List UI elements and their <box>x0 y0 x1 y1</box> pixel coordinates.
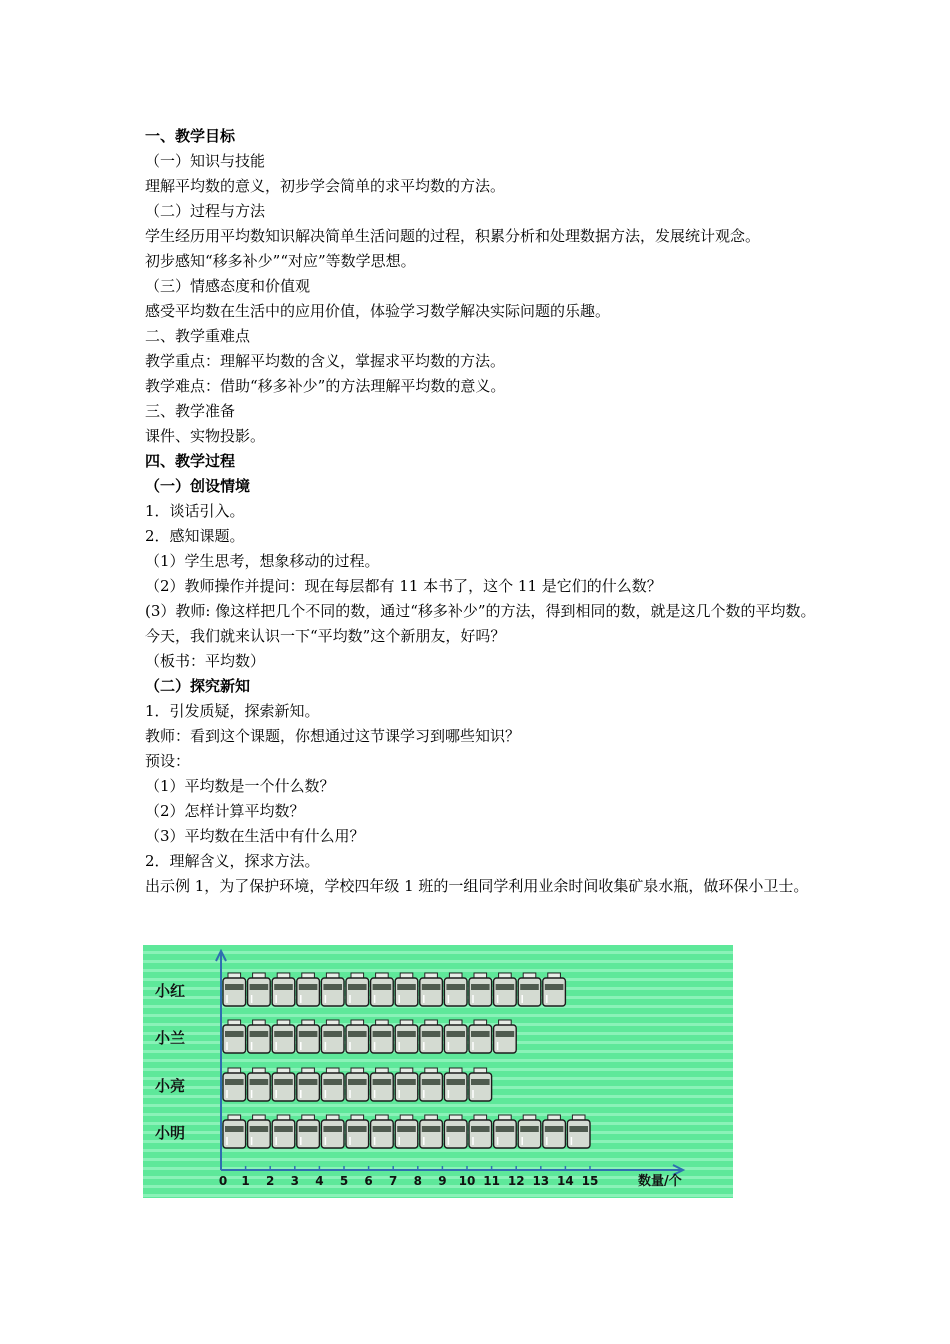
bottle-label-band <box>422 984 441 990</box>
bottle-label-band <box>250 1126 269 1132</box>
background-stripe <box>143 969 733 972</box>
bottle-cap <box>253 1115 266 1120</box>
bottle-label-band <box>225 1126 244 1132</box>
bottle-label-band <box>274 1031 293 1037</box>
background-stripe <box>143 1158 733 1161</box>
bottle-chart-svg <box>143 945 733 1198</box>
bottle-label-band <box>446 1031 465 1037</box>
bottle-cap <box>425 1020 438 1025</box>
background-stripe <box>143 1014 733 1017</box>
x-tick-label: 15 <box>581 1174 599 1188</box>
bottle-label-band <box>274 1079 293 1085</box>
text-line: 2．理解含义，探求方法。 <box>145 852 320 870</box>
bottle-label-band <box>323 984 342 990</box>
bottle-cap <box>449 1020 462 1025</box>
bottle-label-band <box>397 1126 416 1132</box>
bottle-cap <box>548 1115 561 1120</box>
bottle-cap <box>253 1020 266 1025</box>
text-line: 理解平均数的意义，初步学会简单的求平均数的方法。 <box>145 177 506 195</box>
bottle-cap <box>474 1115 487 1120</box>
bottle-label-band <box>373 1031 392 1037</box>
bottle-cap <box>400 973 413 978</box>
bottle-label-band <box>520 1126 539 1132</box>
bottle-label-band <box>471 1031 490 1037</box>
bottle-cap <box>474 1020 487 1025</box>
text-line: 感受平均数在生活中的应用价值，体验学习数学解决实际问题的乐趣。 <box>145 302 611 320</box>
text-line: 1．谈话引入。 <box>145 502 245 520</box>
text-line: 初步感知“移多补少”“对应”等数学思想。 <box>145 252 416 270</box>
bottle-cap <box>548 973 561 978</box>
x-tick-label: 6 <box>364 1174 373 1188</box>
bottle-label-band <box>397 1079 416 1085</box>
bottle-cap <box>228 1020 241 1025</box>
text-line: 三、教学准备 <box>145 402 236 420</box>
text-line: （1）学生思考，想象移动的过程。 <box>145 552 380 570</box>
bottle-label-band <box>545 1126 564 1132</box>
bottle-cap <box>425 1115 438 1120</box>
x-tick-label: 11 <box>483 1174 500 1188</box>
text-line: （3）平均数在生活中有什么用？ <box>145 827 365 845</box>
text-line: （一）知识与技能 <box>145 152 266 170</box>
bottle-label-band <box>520 984 539 990</box>
bottle-label-band <box>373 1079 392 1085</box>
bottle-cap <box>228 973 241 978</box>
bottle-label-band <box>397 984 416 990</box>
x-tick-label: 0 <box>218 1174 228 1188</box>
bottle-label-band <box>471 1079 490 1085</box>
bottle-label-band <box>496 1126 515 1132</box>
heading-line: 一、教学目标 <box>145 127 236 145</box>
bottle-cap <box>523 973 536 978</box>
bottle-label-band <box>323 1031 342 1037</box>
bottle-label-band <box>274 984 293 990</box>
bottle-chart <box>143 945 733 1198</box>
bottle-cap <box>376 1115 389 1120</box>
x-tick-label: 5 <box>339 1174 349 1188</box>
bottle-label-band <box>373 984 392 990</box>
category-label: 小红 <box>155 982 186 1000</box>
bottle-cap <box>474 973 487 978</box>
text-line: （板书：平均数） <box>145 652 266 670</box>
category-label: 小亮 <box>155 1077 186 1095</box>
text-line: 教学重点：理解平均数的含义，掌握求平均数的方法。 <box>145 352 506 370</box>
x-tick-label: 10 <box>458 1174 476 1188</box>
bottle-cap <box>499 973 512 978</box>
bottle-label-band <box>225 1079 244 1085</box>
bottle-label-band <box>299 984 318 990</box>
bottle-label-band <box>348 1126 367 1132</box>
bottle-label-band <box>348 1031 367 1037</box>
bottle-label-band <box>471 984 490 990</box>
bottle-label-band <box>422 1079 441 1085</box>
x-tick-label: 7 <box>389 1174 398 1188</box>
heading-line: 四、教学过程 <box>145 452 236 470</box>
bottle-label-band <box>348 984 367 990</box>
bottle-label-band <box>323 1126 342 1132</box>
bottle-cap <box>351 1115 364 1120</box>
x-tick-label: 8 <box>413 1174 422 1188</box>
bottle-label-band <box>373 1126 392 1132</box>
bottle-cap <box>326 973 339 978</box>
bottle-cap <box>376 1020 389 1025</box>
x-axis-label: 数量/个 <box>638 1174 682 1189</box>
bottle-label-band <box>446 1079 465 1085</box>
bottle-label-band <box>323 1079 342 1085</box>
x-tick-label: 2 <box>266 1174 275 1188</box>
text-line: 课件、实物投影。 <box>145 427 266 445</box>
background-stripe <box>143 1104 733 1107</box>
x-tick-label: 14 <box>557 1174 574 1188</box>
background-stripe <box>143 1059 733 1062</box>
bottle-cap <box>326 1020 339 1025</box>
x-tick-label: 4 <box>315 1174 324 1188</box>
bottle-cap <box>499 1020 512 1025</box>
bottle-cap <box>425 1068 438 1073</box>
x-tick-label: 1 <box>241 1174 250 1188</box>
bottle-label-band <box>496 984 515 990</box>
bottle-label-band <box>225 984 244 990</box>
bottle-cap <box>277 973 290 978</box>
bottle-label-band <box>446 1126 465 1132</box>
bottle-label-band <box>446 984 465 990</box>
bottle-label-band <box>397 1031 416 1037</box>
bottle-cap <box>228 1115 241 1120</box>
bottle-label-band <box>274 1126 293 1132</box>
bottle-label-band <box>299 1079 318 1085</box>
bottle-label-band <box>496 1031 515 1037</box>
bottle-cap <box>351 1068 364 1073</box>
document-body <box>145 124 825 899</box>
x-tick-label: 13 <box>532 1174 550 1188</box>
bottle-cap <box>572 1115 585 1120</box>
bottle-cap <box>326 1115 339 1120</box>
bottle-cap <box>499 1115 512 1120</box>
bottle-label-band <box>225 1031 244 1037</box>
bottle-cap <box>302 1115 315 1120</box>
bottle-cap <box>277 1115 290 1120</box>
bottle-cap <box>474 1068 487 1073</box>
bottle-cap <box>523 1115 536 1120</box>
bottle-cap <box>449 1068 462 1073</box>
text-line: （2）教师操作并提问：现在每层都有 11 本书了，这个 11 是它们的什么数？ <box>145 577 662 595</box>
bottle-label-band <box>471 1126 490 1132</box>
text-line: (3）教师: 像这样把几个不同的数，通过“移多补少”的方法，得到相同的数，就是这几个数的平均数。 <box>145 602 816 620</box>
category-label: 小兰 <box>155 1029 186 1047</box>
bottle-cap <box>302 973 315 978</box>
bottle-cap <box>400 1020 413 1025</box>
bottle-label-band <box>348 1079 367 1085</box>
bottle-cap <box>376 973 389 978</box>
background-stripe <box>143 1194 733 1197</box>
x-tick-label: 9 <box>438 1174 447 1188</box>
bottle-label-band <box>250 984 269 990</box>
x-tick-label: 3 <box>290 1174 299 1188</box>
bottle-cap <box>400 1068 413 1073</box>
bottle-cap <box>449 973 462 978</box>
text-line: （二）过程与方法 <box>145 202 266 220</box>
bottle-label-band <box>250 1031 269 1037</box>
bottle-label-band <box>250 1079 269 1085</box>
bottle-label-band <box>299 1126 318 1132</box>
text-line: 教师：看到这个课题，你想通过这节课学习到哪些知识？ <box>145 727 521 745</box>
bottle-cap <box>228 1068 241 1073</box>
bottle-label-band <box>545 984 564 990</box>
heading-line: （一）创设情境 <box>145 477 251 495</box>
text-line: （三）情感态度和价值观 <box>145 277 311 295</box>
bottle-cap <box>376 1068 389 1073</box>
bottle-cap <box>302 1020 315 1025</box>
text-line: 二、教学重难点 <box>145 327 251 345</box>
bottle-cap <box>449 1115 462 1120</box>
text-line: 2．感知课题。 <box>145 527 245 545</box>
bottle-cap <box>400 1115 413 1120</box>
text-line: 1．引发质疑，探索新知。 <box>145 702 320 720</box>
bottle-cap <box>326 1068 339 1073</box>
bottle-cap <box>277 1068 290 1073</box>
bottle-cap <box>277 1020 290 1025</box>
background-stripe <box>143 960 733 963</box>
text-line: （1）平均数是一个什么数？ <box>145 777 335 795</box>
text-line: 预设： <box>145 752 191 770</box>
x-tick-label: 12 <box>507 1174 525 1188</box>
text-line: 出示例 1，为了保护环境，学校四年级 1 班的一组同学利用业余时间收集矿泉水瓶，做环保小卫士。 <box>145 877 809 895</box>
bottle-label-band <box>569 1126 588 1132</box>
bottle-label-band <box>299 1031 318 1037</box>
bottle-cap <box>425 973 438 978</box>
text-line: （2）怎样计算平均数？ <box>145 802 305 820</box>
background-stripe <box>143 1149 733 1152</box>
text-line: 学生经历用平均数知识解决简单生活问题的过程，积累分析和处理数据方法，发展统计观念。 <box>145 227 761 245</box>
text-line: 教学难点：借助“移多补少”的方法理解平均数的意义。 <box>145 377 506 395</box>
text-line: 今天，我们就来认识一下“平均数”这个新朋友，好吗？ <box>145 627 506 645</box>
bottle-label-band <box>422 1031 441 1037</box>
heading-line: （二）探究新知 <box>145 677 251 695</box>
bottle-cap <box>351 973 364 978</box>
category-label: 小明 <box>155 1124 186 1142</box>
bottle-cap <box>302 1068 315 1073</box>
bottle-cap <box>253 973 266 978</box>
bottle-cap <box>253 1068 266 1073</box>
background-stripe <box>143 951 733 954</box>
bottle-cap <box>351 1020 364 1025</box>
bottle-label-band <box>422 1126 441 1132</box>
